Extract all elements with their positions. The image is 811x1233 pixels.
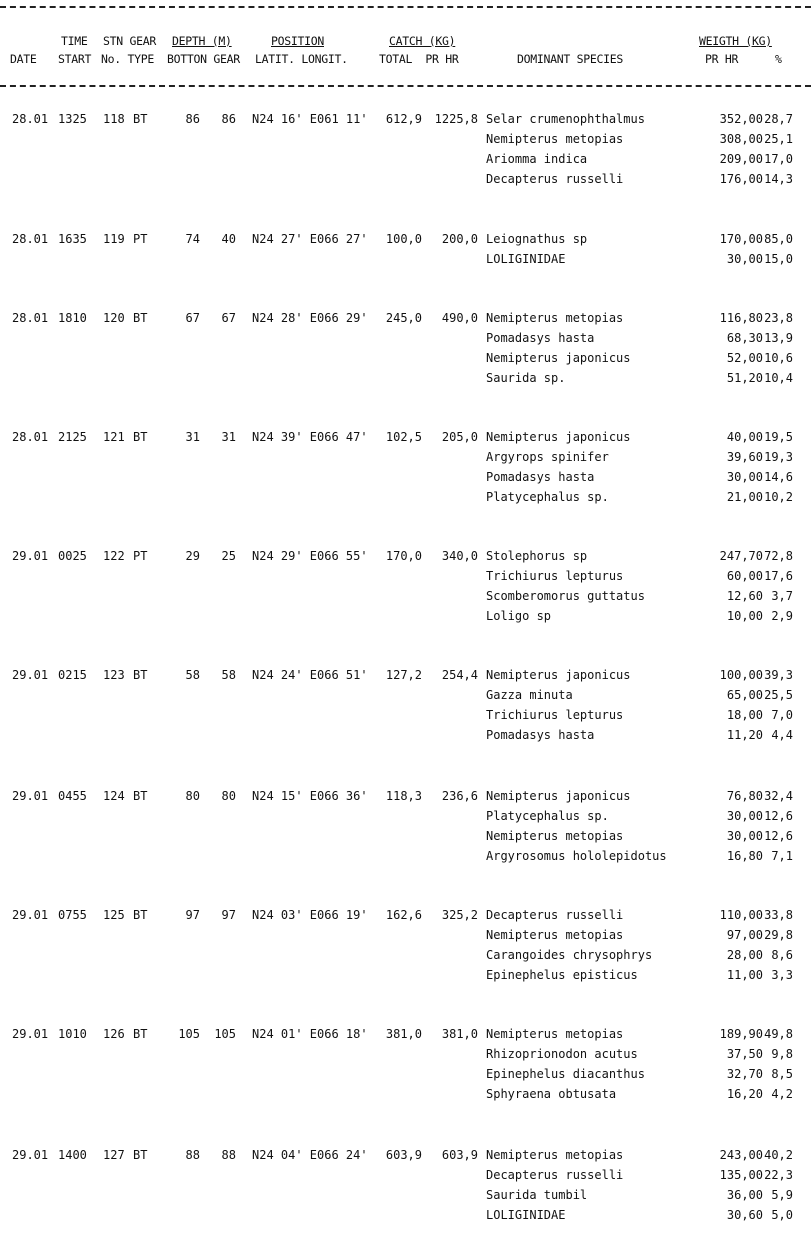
header-position: POSITION [271, 34, 324, 48]
species-weight-pr-hr: 170,00 [719, 232, 763, 246]
species-name: Stolephorus sp [486, 549, 588, 563]
record-catch-total: 100,0 [385, 232, 422, 246]
record-station-no: 118 [103, 112, 125, 126]
record-date: 29.01 [12, 668, 49, 682]
record-station-no: 119 [103, 232, 125, 246]
species-percent: 7,0 [771, 708, 793, 722]
species-percent: 23,8 [764, 311, 793, 325]
record-station-no: 127 [103, 1148, 125, 1162]
species-weight-pr-hr: 97,00 [726, 928, 763, 942]
record-date: 29.01 [12, 1148, 49, 1162]
species-name: Nemipterus metopias [486, 311, 624, 325]
species-weight-pr-hr: 21,00 [726, 490, 763, 504]
species-weight-pr-hr: 16,80 [726, 849, 763, 863]
species-row [0, 728, 811, 748]
species-weight-pr-hr: 30,00 [726, 470, 763, 484]
species-percent: 5,9 [771, 1188, 793, 1202]
species-percent: 13,9 [764, 331, 793, 345]
record-catch-total: 170,0 [385, 549, 422, 563]
record-position: N24 03' E066 19' [252, 908, 368, 922]
species-name: Pomadasys hasta [486, 331, 595, 345]
record-date: 29.01 [12, 549, 49, 563]
header-time: TIME [61, 34, 88, 48]
species-weight-pr-hr: 11,00 [726, 968, 763, 982]
header-pct: % [775, 52, 782, 66]
species-row [0, 968, 811, 988]
species-percent: 85,0 [764, 232, 793, 246]
species-weight-pr-hr: 51,20 [726, 371, 763, 385]
species-name: Epinephelus episticus [486, 968, 638, 982]
species-row [0, 569, 811, 589]
species-row [0, 549, 811, 569]
species-row [0, 311, 811, 331]
species-percent: 17,0 [764, 152, 793, 166]
header-latit-longit: LATIT. LONGIT. [255, 52, 348, 66]
record-gear-type: BT [133, 430, 148, 444]
record-bottom-depth: 97 [185, 908, 200, 922]
species-weight-pr-hr: 12,60 [726, 589, 763, 603]
record-bottom-depth: 58 [185, 668, 200, 682]
species-row [0, 470, 811, 490]
species-name: Nemipterus japonicus [486, 789, 631, 803]
record-gear-type: BT [133, 789, 148, 803]
record-bottom-depth: 29 [185, 549, 200, 563]
species-name: Sphyraena obtusata [486, 1087, 617, 1101]
species-weight-pr-hr: 37,50 [726, 1047, 763, 1061]
species-percent: 15,0 [764, 252, 793, 266]
species-weight-pr-hr: 68,30 [726, 331, 763, 345]
record-gear-depth: 31 [221, 430, 236, 444]
record-station-no: 125 [103, 908, 125, 922]
record-catch-pr-hr: 236,6 [441, 789, 478, 803]
species-list [0, 1148, 811, 1228]
record-station-no: 122 [103, 549, 125, 563]
species-row [0, 331, 811, 351]
species-name: Nemipterus japonicus [486, 668, 631, 682]
record-catch-total: 603,9 [385, 1148, 422, 1162]
record-station-no: 121 [103, 430, 125, 444]
species-weight-pr-hr: 65,00 [726, 688, 763, 702]
species-name: Leiognathus sp [486, 232, 588, 246]
species-name: LOLIGINIDAE [486, 252, 566, 266]
species-row [0, 849, 811, 869]
species-weight-pr-hr: 100,00 [719, 668, 763, 682]
species-row [0, 152, 811, 172]
species-weight-pr-hr: 52,00 [726, 351, 763, 365]
species-name: Loligo sp [486, 609, 552, 623]
species-name: Nemipterus metopias [486, 1027, 624, 1041]
record-position: N24 01' E066 18' [252, 1027, 368, 1041]
record-bottom-depth: 67 [185, 311, 200, 325]
species-name: Nemipterus metopias [486, 829, 624, 843]
species-percent: 7,1 [771, 849, 793, 863]
record-gear-type: PT [133, 232, 148, 246]
header-botton-gear: BOTTON GEAR [167, 52, 240, 66]
record-catch-pr-hr: 490,0 [441, 311, 478, 325]
species-weight-pr-hr: 189,90 [719, 1027, 763, 1041]
species-row [0, 112, 811, 132]
species-name: Decapterus russelli [486, 908, 624, 922]
species-percent: 5,0 [771, 1208, 793, 1222]
header-start: START [58, 52, 92, 66]
species-weight-pr-hr: 18,00 [726, 708, 763, 722]
record-catch-pr-hr: 1225,8 [434, 112, 478, 126]
header-rule [0, 85, 811, 87]
record-station-no: 123 [103, 668, 125, 682]
species-row [0, 351, 811, 371]
species-row [0, 609, 811, 629]
species-row [0, 908, 811, 928]
record-date: 28.01 [12, 232, 49, 246]
species-percent: 4,2 [771, 1087, 793, 1101]
record-gear-depth: 80 [221, 789, 236, 803]
species-percent: 10,6 [764, 351, 793, 365]
record-position: N24 16' E061 11' [252, 112, 368, 126]
species-weight-pr-hr: 209,00 [719, 152, 763, 166]
species-name: Nemipterus metopias [486, 928, 624, 942]
species-name: Saurida sp. [486, 371, 566, 385]
species-percent: 72,8 [764, 549, 793, 563]
record-time-start: 2125 [58, 430, 87, 444]
header-no-type: No. TYPE [101, 52, 154, 66]
species-percent: 14,6 [764, 470, 793, 484]
species-weight-pr-hr: 11,20 [726, 728, 763, 742]
record-station-no: 120 [103, 311, 125, 325]
species-weight-pr-hr: 243,00 [719, 1148, 763, 1162]
species-name: Nemipterus japonicus [486, 430, 631, 444]
record-catch-pr-hr: 381,0 [441, 1027, 478, 1041]
species-row [0, 1047, 811, 1067]
species-weight-pr-hr: 352,00 [719, 112, 763, 126]
record-gear-depth: 25 [221, 549, 236, 563]
header-depth: DEPTH (M) [172, 34, 232, 48]
species-list [0, 549, 811, 629]
record-time-start: 0215 [58, 668, 87, 682]
species-row [0, 1148, 811, 1168]
species-percent: 32,4 [764, 789, 793, 803]
species-percent: 12,6 [764, 829, 793, 843]
species-percent: 22,3 [764, 1168, 793, 1182]
species-name: Epinephelus diacanthus [486, 1067, 645, 1081]
record-gear-type: BT [133, 1027, 148, 1041]
species-weight-pr-hr: 110,00 [719, 908, 763, 922]
species-percent: 3,3 [771, 968, 793, 982]
species-row [0, 809, 811, 829]
record-catch-pr-hr: 340,0 [441, 549, 478, 563]
species-weight-pr-hr: 135,00 [719, 1168, 763, 1182]
species-name: Ariomma indica [486, 152, 588, 166]
record-bottom-depth: 31 [185, 430, 200, 444]
species-weight-pr-hr: 10,00 [726, 609, 763, 623]
header-stn-gear: STN GEAR [103, 34, 156, 48]
species-percent: 39,3 [764, 668, 793, 682]
species-weight-pr-hr: 36,00 [726, 1188, 763, 1202]
record-time-start: 0455 [58, 789, 87, 803]
species-weight-pr-hr: 60,00 [726, 569, 763, 583]
species-weight-pr-hr: 308,00 [719, 132, 763, 146]
species-list [0, 1027, 811, 1107]
species-list [0, 112, 811, 192]
record-gear-depth: 58 [221, 668, 236, 682]
species-percent: 17,6 [764, 569, 793, 583]
species-percent: 19,3 [764, 450, 793, 464]
record-bottom-depth: 105 [178, 1027, 200, 1041]
species-name: Pomadasys hasta [486, 728, 595, 742]
header-dominant-species: DOMINANT SPECIES [517, 52, 623, 66]
record-catch-total: 127,2 [385, 668, 422, 682]
record-catch-total: 612,9 [385, 112, 422, 126]
species-name: LOLIGINIDAE [486, 1208, 566, 1222]
species-percent: 25,5 [764, 688, 793, 702]
species-row [0, 829, 811, 849]
record-gear-depth: 88 [221, 1148, 236, 1162]
record-gear-type: PT [133, 549, 148, 563]
record-time-start: 0755 [58, 908, 87, 922]
species-name: Platycephalus sp. [486, 490, 609, 504]
species-row [0, 948, 811, 968]
species-percent: 14,3 [764, 172, 793, 186]
species-row [0, 490, 811, 510]
species-name: Decapterus russelli [486, 172, 624, 186]
species-row [0, 232, 811, 252]
record-station-no: 124 [103, 789, 125, 803]
record-position: N24 28' E066 29' [252, 311, 368, 325]
header-total-prhr: TOTAL PR HR [379, 52, 459, 66]
record-date: 28.01 [12, 112, 49, 126]
record-gear-type: BT [133, 1148, 148, 1162]
species-name: Decapterus russelli [486, 1168, 624, 1182]
species-list [0, 908, 811, 988]
species-row [0, 928, 811, 948]
record-gear-type: BT [133, 112, 148, 126]
species-row [0, 589, 811, 609]
species-row [0, 1087, 811, 1107]
record-time-start: 1810 [58, 311, 87, 325]
species-list [0, 232, 811, 272]
species-weight-pr-hr: 40,00 [726, 430, 763, 444]
species-name: Selar crumenophthalmus [486, 112, 645, 126]
species-weight-pr-hr: 30,60 [726, 1208, 763, 1222]
header-date: DATE [10, 52, 37, 66]
record-catch-total: 118,3 [385, 789, 422, 803]
species-percent: 9,8 [771, 1047, 793, 1061]
record-bottom-depth: 88 [185, 1148, 200, 1162]
species-weight-pr-hr: 28,00 [726, 948, 763, 962]
species-name: Argyrops spinifer [486, 450, 609, 464]
species-name: Nemipterus metopias [486, 1148, 624, 1162]
record-position: N24 27' E066 27' [252, 232, 368, 246]
record-gear-type: BT [133, 668, 148, 682]
species-row [0, 132, 811, 152]
species-name: Gazza minuta [486, 688, 573, 702]
header-prhr: PR HR [705, 52, 739, 66]
record-date: 29.01 [12, 908, 49, 922]
species-percent: 2,9 [771, 609, 793, 623]
record-time-start: 0025 [58, 549, 87, 563]
species-name: Carangoides chrysophrys [486, 948, 653, 962]
species-row [0, 708, 811, 728]
record-gear-depth: 40 [221, 232, 236, 246]
species-percent: 3,7 [771, 589, 793, 603]
record-bottom-depth: 86 [185, 112, 200, 126]
species-percent: 8,6 [771, 948, 793, 962]
record-position: N24 15' E066 36' [252, 789, 368, 803]
species-percent: 40,2 [764, 1148, 793, 1162]
species-list [0, 311, 811, 391]
record-catch-pr-hr: 603,9 [441, 1148, 478, 1162]
species-weight-pr-hr: 176,00 [719, 172, 763, 186]
record-catch-total: 245,0 [385, 311, 422, 325]
species-weight-pr-hr: 16,20 [726, 1087, 763, 1101]
record-gear-depth: 67 [221, 311, 236, 325]
species-weight-pr-hr: 247,70 [719, 549, 763, 563]
record-gear-type: BT [133, 311, 148, 325]
species-name: Argyrosomus hololepidotus [486, 849, 667, 863]
species-list [0, 789, 811, 869]
species-row [0, 1027, 811, 1047]
record-bottom-depth: 74 [185, 232, 200, 246]
species-name: Nemipterus japonicus [486, 351, 631, 365]
record-gear-depth: 86 [221, 112, 236, 126]
record-station-no: 126 [103, 1027, 125, 1041]
species-name: Platycephalus sp. [486, 809, 609, 823]
species-percent: 29,8 [764, 928, 793, 942]
record-position: N24 24' E066 51' [252, 668, 368, 682]
record-gear-depth: 105 [214, 1027, 236, 1041]
species-weight-pr-hr: 76,80 [726, 789, 763, 803]
species-percent: 33,8 [764, 908, 793, 922]
species-name: Trichiurus lepturus [486, 708, 624, 722]
record-catch-pr-hr: 200,0 [441, 232, 478, 246]
record-date: 28.01 [12, 430, 49, 444]
record-time-start: 1010 [58, 1027, 87, 1041]
record-gear-depth: 97 [221, 908, 236, 922]
record-time-start: 1400 [58, 1148, 87, 1162]
record-position: N24 29' E066 55' [252, 549, 368, 563]
species-row [0, 1188, 811, 1208]
species-name: Pomadasys hasta [486, 470, 595, 484]
record-position: N24 04' E066 24' [252, 1148, 368, 1162]
header-catch: CATCH (KG) [389, 34, 456, 48]
record-bottom-depth: 80 [185, 789, 200, 803]
species-row [0, 1168, 811, 1188]
record-gear-type: BT [133, 908, 148, 922]
record-time-start: 1325 [58, 112, 87, 126]
species-weight-pr-hr: 116,80 [719, 311, 763, 325]
species-row [0, 1067, 811, 1087]
species-row [0, 1208, 811, 1228]
species-row [0, 430, 811, 450]
header-weigth: WEIGTH (KG) [699, 34, 772, 48]
species-row [0, 172, 811, 192]
species-list [0, 668, 811, 748]
species-row [0, 450, 811, 470]
species-percent: 28,7 [764, 112, 793, 126]
species-weight-pr-hr: 30,00 [726, 809, 763, 823]
species-row [0, 668, 811, 688]
species-row [0, 252, 811, 272]
record-catch-pr-hr: 205,0 [441, 430, 478, 444]
species-name: Trichiurus lepturus [486, 569, 624, 583]
record-date: 29.01 [12, 1027, 49, 1041]
species-weight-pr-hr: 30,00 [726, 252, 763, 266]
species-percent: 10,2 [764, 490, 793, 504]
record-position: N24 39' E066 47' [252, 430, 368, 444]
record-date: 29.01 [12, 789, 49, 803]
species-name: Scomberomorus guttatus [486, 589, 645, 603]
species-list [0, 430, 811, 510]
record-date: 28.01 [12, 311, 49, 325]
species-percent: 4,4 [771, 728, 793, 742]
species-weight-pr-hr: 30,00 [726, 829, 763, 843]
species-weight-pr-hr: 39,60 [726, 450, 763, 464]
species-row [0, 371, 811, 391]
species-row [0, 688, 811, 708]
species-name: Nemipterus metopias [486, 132, 624, 146]
record-catch-pr-hr: 254,4 [441, 668, 478, 682]
species-percent: 8,5 [771, 1067, 793, 1081]
species-row [0, 789, 811, 809]
record-catch-total: 381,0 [385, 1027, 422, 1041]
species-name: Rhizoprionodon acutus [486, 1047, 638, 1061]
species-percent: 12,6 [764, 809, 793, 823]
record-catch-total: 102,5 [385, 430, 422, 444]
species-percent: 10,4 [764, 371, 793, 385]
species-percent: 19,5 [764, 430, 793, 444]
record-catch-total: 162,6 [385, 908, 422, 922]
species-percent: 49,8 [764, 1027, 793, 1041]
species-name: Saurida tumbil [486, 1188, 588, 1202]
species-weight-pr-hr: 32,70 [726, 1067, 763, 1081]
record-time-start: 1635 [58, 232, 87, 246]
top-rule [0, 6, 811, 8]
record-catch-pr-hr: 325,2 [441, 908, 478, 922]
species-percent: 25,1 [764, 132, 793, 146]
